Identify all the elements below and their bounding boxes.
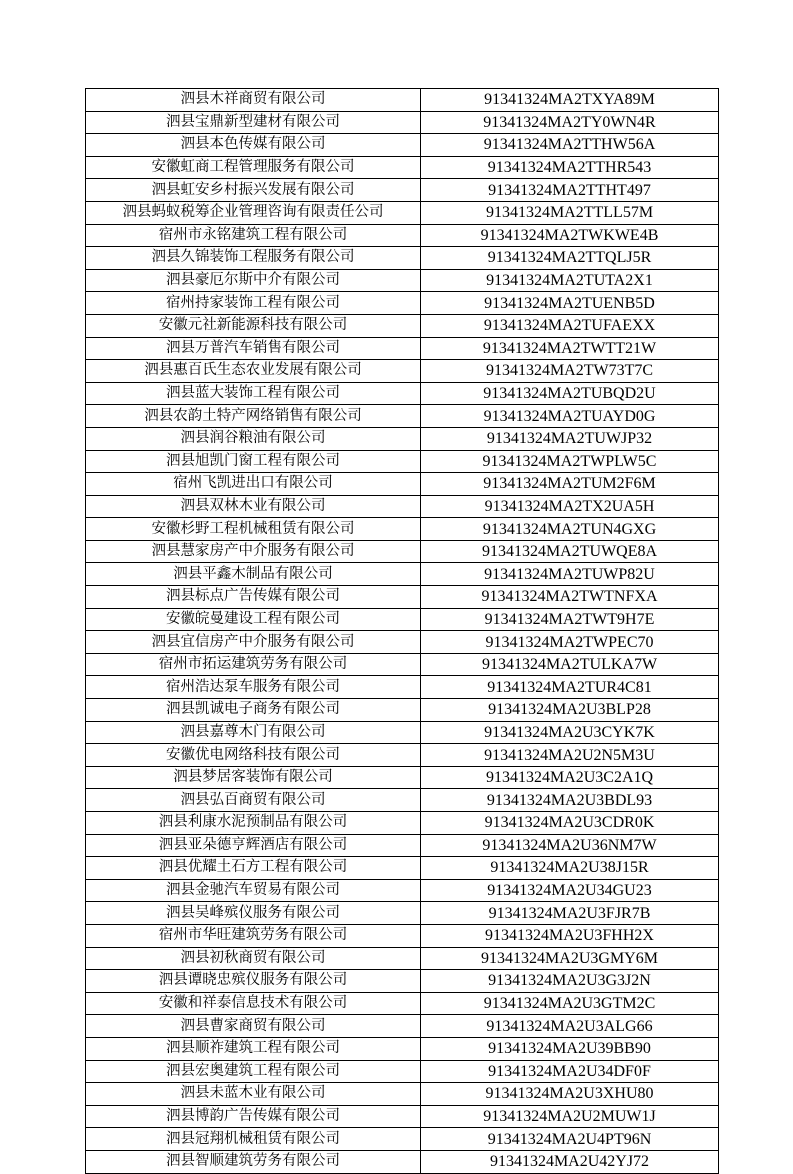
credit-code-cell: 91341324MA2TUBQD2U [421, 382, 719, 405]
table-row [86, 676, 719, 699]
credit-code-cell: 91341324MA2TUWQE8A [421, 540, 719, 563]
company-name-cell: 安徽和祥泰信息技术有限公司 [86, 992, 421, 1015]
credit-code-cell: 91341324MA2U34GU23 [421, 879, 719, 902]
company-name-cell: 泗县亚朵德亨辉酒店有限公司 [86, 834, 421, 857]
company-name-cell: 泗县宜信房产中介服务有限公司 [86, 631, 421, 654]
company-name-cell: 泗县未蓝木业有限公司 [86, 1083, 421, 1106]
table-row [86, 902, 719, 925]
table-row [86, 631, 719, 654]
table-row [86, 156, 719, 179]
company-name-cell: 泗县旭凯门窗工程有限公司 [86, 450, 421, 473]
credit-code-cell: 91341324MA2TUTA2X1 [421, 269, 719, 292]
company-name-cell: 泗县博韵广告传媒有限公司 [86, 1105, 421, 1128]
table-row [86, 1060, 719, 1083]
company-name-cell: 泗县弘百商贸有限公司 [86, 789, 421, 812]
company-name-cell: 泗县凯诚电子商务有限公司 [86, 699, 421, 722]
credit-code-cell: 91341324MA2TUAYD0G [421, 405, 719, 428]
table-row [86, 269, 719, 292]
company-name-cell: 泗县冠翔机械租赁有限公司 [86, 1128, 421, 1151]
company-name-cell: 泗县顺祚建筑工程有限公司 [86, 1037, 421, 1060]
credit-code-cell: 91341324MA2TTQLJ5R [421, 247, 719, 270]
table-row [86, 427, 719, 450]
credit-code-cell: 91341324MA2TY0WN4R [421, 111, 719, 134]
table-row [86, 495, 719, 518]
company-name-cell: 安徽虹商工程管理服务有限公司 [86, 156, 421, 179]
table-row [86, 292, 719, 315]
credit-code-cell: 91341324MA2U3BLP28 [421, 699, 719, 722]
credit-code-cell: 91341324MA2TTHW56A [421, 134, 719, 157]
table-row [86, 766, 719, 789]
table-row [86, 134, 719, 157]
company-name-cell: 泗县曹家商贸有限公司 [86, 1015, 421, 1038]
credit-code-cell: 91341324MA2U2MUW1J [421, 1105, 719, 1128]
credit-code-cell: 91341324MA2TWTT21W [421, 337, 719, 360]
credit-code-cell: 91341324MA2TTHR543 [421, 156, 719, 179]
credit-code-cell: 91341324MA2TUENB5D [421, 292, 719, 315]
credit-code-cell: 91341324MA2U3FHH2X [421, 924, 719, 947]
credit-code-cell: 91341324MA2TUWP82U [421, 563, 719, 586]
table-row [86, 518, 719, 541]
credit-code-cell: 91341324MA2U3XHU80 [421, 1083, 719, 1106]
credit-code-cell: 91341324MA2U38J15R [421, 857, 719, 880]
credit-code-cell: 91341324MA2TWT9H7E [421, 608, 719, 631]
company-name-cell: 安徽皖曼建设工程有限公司 [86, 608, 421, 631]
company-name-cell: 泗县润谷粮油有限公司 [86, 427, 421, 450]
credit-code-cell: 91341324MA2TX2UA5H [421, 495, 719, 518]
credit-code-cell: 91341324MA2U3CYK7K [421, 721, 719, 744]
credit-code-cell: 91341324MA2U3BDL93 [421, 789, 719, 812]
table-row [86, 924, 719, 947]
table-row [86, 970, 719, 993]
company-name-cell: 宿州市华旺建筑劳务有限公司 [86, 924, 421, 947]
company-name-cell: 泗县宝鼎新型建材有限公司 [86, 111, 421, 134]
credit-code-cell: 91341324MA2TWTNFXA [421, 586, 719, 609]
table-row [86, 563, 719, 586]
table-row [86, 653, 719, 676]
company-name-cell: 泗县双林木业有限公司 [86, 495, 421, 518]
table-row [86, 1105, 719, 1128]
company-name-cell: 安徽元社新能源科技有限公司 [86, 314, 421, 337]
table-row [86, 450, 719, 473]
table-row [86, 834, 719, 857]
company-name-cell: 泗县豪厄尔斯中介有限公司 [86, 269, 421, 292]
company-name-cell: 泗县谭晓忠殡仪服务有限公司 [86, 970, 421, 993]
credit-code-cell: 91341324MA2U39BB90 [421, 1037, 719, 1060]
company-name-cell: 宿州持家装饰工程有限公司 [86, 292, 421, 315]
company-name-cell: 泗县吴峰殡仪服务有限公司 [86, 902, 421, 925]
credit-code-cell: 91341324MA2U3ALG66 [421, 1015, 719, 1038]
table-row [86, 405, 719, 428]
table-row [86, 1128, 719, 1151]
credit-code-cell: 91341324MA2TWPLW5C [421, 450, 719, 473]
table-row [86, 608, 719, 631]
company-name-cell: 泗县梦居客装饰有限公司 [86, 766, 421, 789]
credit-code-cell: 91341324MA2U3C2A1Q [421, 766, 719, 789]
table-row [86, 879, 719, 902]
credit-code-cell: 91341324MA2U4PT96N [421, 1128, 719, 1151]
company-name-cell: 泗县久锦装饰工程服务有限公司 [86, 247, 421, 270]
company-name-cell: 泗县初秋商贸有限公司 [86, 947, 421, 970]
credit-code-cell: 91341324MA2TUN4GXG [421, 518, 719, 541]
company-name-cell: 泗县惠百氏生态农业发展有限公司 [86, 360, 421, 383]
table-row [86, 179, 719, 202]
table-row [86, 111, 719, 134]
table-row [86, 947, 719, 970]
credit-code-cell: 91341324MA2U42YJ72 [421, 1150, 719, 1173]
company-name-cell: 泗县万普汽车销售有限公司 [86, 337, 421, 360]
credit-code-cell: 91341324MA2TW73T7C [421, 360, 719, 383]
table-row [86, 992, 719, 1015]
table-row [86, 857, 719, 880]
table-row [86, 224, 719, 247]
company-name-cell: 泗县宏奥建筑工程有限公司 [86, 1060, 421, 1083]
table-row [86, 744, 719, 767]
credit-code-cell: 91341324MA2TWPEC70 [421, 631, 719, 654]
table-row [86, 382, 719, 405]
company-name-cell: 宿州市永铭建筑工程有限公司 [86, 224, 421, 247]
table-row [86, 721, 719, 744]
credit-code-cell: 91341324MA2TULKA7W [421, 653, 719, 676]
credit-code-cell: 91341324MA2TXYA89M [421, 89, 719, 112]
table-row [86, 1150, 719, 1173]
company-name-cell: 泗县农韵土特产网络销售有限公司 [86, 405, 421, 428]
table-row [86, 201, 719, 224]
credit-code-cell: 91341324MA2U36NM7W [421, 834, 719, 857]
company-name-cell: 泗县慧家房产中介服务有限公司 [86, 540, 421, 563]
credit-code-cell: 91341324MA2U3G3J2N [421, 970, 719, 993]
company-name-cell: 泗县平鑫木制品有限公司 [86, 563, 421, 586]
credit-code-cell: 91341324MA2U3CDR0K [421, 812, 719, 835]
company-name-cell: 泗县本色传媒有限公司 [86, 134, 421, 157]
company-name-cell: 宿州市拓运建筑劳务有限公司 [86, 653, 421, 676]
company-name-cell: 泗县优耀土石方工程有限公司 [86, 857, 421, 880]
credit-code-cell: 91341324MA2U3GTM2C [421, 992, 719, 1015]
table-row [86, 1037, 719, 1060]
credit-code-cell: 91341324MA2TUR4C81 [421, 676, 719, 699]
table-row [86, 89, 719, 112]
table-row [86, 586, 719, 609]
table-row [86, 360, 719, 383]
table-row [86, 337, 719, 360]
company-name-cell: 宿州飞凯进出口有限公司 [86, 473, 421, 496]
credit-code-cell: 91341324MA2U2N5M3U [421, 744, 719, 767]
company-name-cell: 安徽杉野工程机械租赁有限公司 [86, 518, 421, 541]
table-row [86, 473, 719, 496]
table-row [86, 699, 719, 722]
table-row [86, 789, 719, 812]
credit-code-cell: 91341324MA2U3FJR7B [421, 902, 719, 925]
company-name-cell: 泗县金驰汽车贸易有限公司 [86, 879, 421, 902]
credit-code-cell: 91341324MA2U34DF0F [421, 1060, 719, 1083]
table-row [86, 1083, 719, 1106]
company-name-cell: 泗县虹安乡村振兴发展有限公司 [86, 179, 421, 202]
company-name-cell: 泗县蚂蚁税筹企业管理咨询有限责任公司 [86, 201, 421, 224]
credit-code-cell: 91341324MA2TUWJP32 [421, 427, 719, 450]
table-row [86, 314, 719, 337]
company-name-cell: 泗县标点广告传媒有限公司 [86, 586, 421, 609]
company-name-cell: 安徽优电网络科技有限公司 [86, 744, 421, 767]
company-name-cell: 泗县智顺建筑劳务有限公司 [86, 1150, 421, 1173]
credit-code-cell: 91341324MA2TTHT497 [421, 179, 719, 202]
company-name-cell: 泗县木祥商贸有限公司 [86, 89, 421, 112]
company-name-cell: 泗县嘉尊木门有限公司 [86, 721, 421, 744]
table-row [86, 812, 719, 835]
company-name-cell: 宿州浩达泵车服务有限公司 [86, 676, 421, 699]
table-row [86, 247, 719, 270]
credit-code-cell: 91341324MA2TUFAEXX [421, 314, 719, 337]
credit-code-cell: 91341324MA2TUM2F6M [421, 473, 719, 496]
company-name-cell: 泗县蓝大装饰工程有限公司 [86, 382, 421, 405]
company-name-cell: 泗县利康水泥预制品有限公司 [86, 812, 421, 835]
table-row [86, 1015, 719, 1038]
table-row [86, 540, 719, 563]
credit-code-cell: 91341324MA2TWKWE4B [421, 224, 719, 247]
credit-code-cell: 91341324MA2TTLL57M [421, 201, 719, 224]
company-registry-table [85, 88, 719, 1174]
credit-code-cell: 91341324MA2U3GMY6M [421, 947, 719, 970]
